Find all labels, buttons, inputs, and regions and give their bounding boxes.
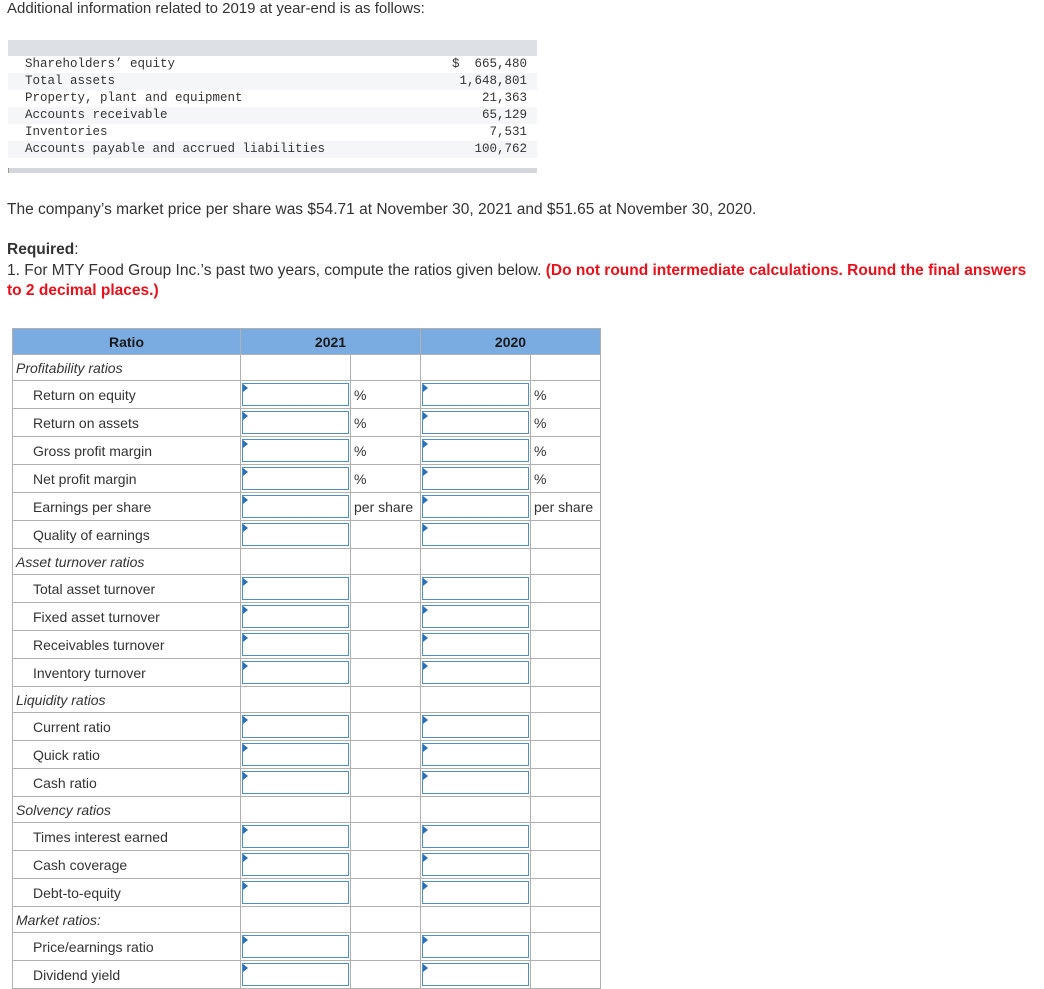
unit-label-2020 [531,933,601,961]
answer-input-2020[interactable] [422,853,529,876]
answer-cell-2021 [241,437,351,465]
ratio-label: Times interest earned [13,823,241,851]
empty-cell [241,907,351,933]
answer-cell-2021 [241,713,351,741]
unit-label-2020: % [531,381,601,409]
instruction-text [7,261,1037,301]
empty-cell [351,549,421,575]
ratio-label: Cash ratio [13,769,241,797]
answer-input-2021[interactable] [242,439,349,462]
answer-cell-2020 [421,575,531,603]
answer-cell-2020 [421,521,531,549]
answer-cell-2020 [421,603,531,631]
unit-label-2021 [351,879,421,907]
answer-input-2021[interactable] [242,383,349,406]
info-row [8,73,537,90]
answer-input-2020[interactable] [422,771,529,794]
answer-cell-2021 [241,961,351,989]
unit-label-2021 [351,961,421,989]
ratio-label: Total asset turnover [13,575,241,603]
ratio-table-header [13,329,601,355]
answer-input-2021[interactable] [242,523,349,546]
additional-info-table [8,40,537,173]
unit-label-2021 [351,823,421,851]
unit-label-2020 [531,603,601,631]
answer-input-2021[interactable] [242,715,349,738]
answer-cell-2020 [421,631,531,659]
answer-cell-2020 [421,879,531,907]
empty-cell [531,907,601,933]
answer-cell-2021 [241,769,351,797]
answer-cell-2021 [241,493,351,521]
info-row-label: Accounts receivable [25,108,168,122]
info-table-footer-bar [8,168,537,173]
answer-input-2020[interactable] [422,577,529,600]
empty-cell [241,797,351,823]
market-price-text: The company’s market price per share was $54.71 at November 30, 2021 and $51.65 at November 30, 2020. [7,201,757,218]
ratio-label: Fixed asset turnover [13,603,241,631]
info-row-value: 100,762 [474,142,527,156]
section-label: Asset turnover ratios [13,549,241,575]
answer-input-2021[interactable] [242,881,349,904]
unit-label-2020 [531,659,601,687]
ratio-answer-table [12,328,601,989]
header-ratio: Ratio [13,329,241,355]
unit-label-2020 [531,961,601,989]
answer-cell-2021 [241,381,351,409]
empty-cell [421,355,531,381]
required-label: Required [7,241,75,258]
section-label: Solvency ratios [13,797,241,823]
answer-cell-2021 [241,741,351,769]
unit-label-2020 [531,521,601,549]
info-row [8,56,537,73]
ratio-label: Quick ratio [13,741,241,769]
ratio-label: Return on assets [13,409,241,437]
answer-input-2020[interactable] [422,439,529,462]
answer-cell-2020 [421,713,531,741]
info-row-label: Shareholders’ equity [25,57,176,71]
section-row [13,797,601,823]
section-row [13,355,601,381]
intro-text: Additional information related to 2019 at year-end is as follows: [7,0,425,17]
ratio-row [13,465,601,493]
answer-cell-2021 [241,631,351,659]
ratio-label: Earnings per share [13,493,241,521]
answer-cell-2020 [421,933,531,961]
answer-input-2021[interactable] [242,605,349,628]
answer-cell-2020 [421,961,531,989]
answer-input-2021[interactable] [242,633,349,656]
ratio-label: Quality of earnings [13,521,241,549]
answer-input-2020[interactable] [422,825,529,848]
answer-cell-2021 [241,933,351,961]
ratio-row [13,879,601,907]
empty-cell [241,355,351,381]
ratio-row [13,851,601,879]
answer-input-2020[interactable] [422,881,529,904]
section-row [13,549,601,575]
ratio-row [13,493,601,521]
info-table-header-bar [8,40,537,56]
answer-input-2021[interactable] [242,577,349,600]
empty-cell [241,687,351,713]
ratio-row [13,769,601,797]
info-row-label: Accounts payable and accrued liabilities [25,142,326,156]
empty-cell [351,355,421,381]
ratio-row [13,437,601,465]
ratio-row [13,961,601,989]
answer-cell-2021 [241,465,351,493]
answer-cell-2020 [421,741,531,769]
answer-input-2020[interactable] [422,523,529,546]
empty-cell [351,797,421,823]
instruction-main: 1. For MTY Food Group Inc.’s past two years, compute the ratios given below. [7,262,542,279]
unit-label-2020: per share [531,493,601,521]
answer-input-2020[interactable] [422,743,529,766]
unit-label-2020 [531,851,601,879]
empty-cell [421,687,531,713]
empty-cell [421,549,531,575]
ratio-label: Gross profit margin [13,437,241,465]
unit-label-2021: % [351,409,421,437]
unit-label-2021 [351,575,421,603]
answer-input-2020[interactable] [422,605,529,628]
answer-input-2020[interactable] [422,661,529,684]
unit-label-2021: % [351,381,421,409]
unit-label-2021: per share [351,493,421,521]
info-row [8,124,537,141]
unit-label-2020 [531,879,601,907]
answer-input-2020[interactable] [422,383,529,406]
empty-cell [531,797,601,823]
info-row-label: Total assets [25,74,116,88]
unit-label-2020 [531,769,601,797]
answer-cell-2020 [421,437,531,465]
info-row-value: 21,363 [481,91,527,105]
ratio-row [13,741,601,769]
section-row [13,907,601,933]
answer-input-2020[interactable] [422,633,529,656]
answer-input-2020[interactable] [422,715,529,738]
answer-input-2021[interactable] [242,467,349,490]
section-row [13,687,601,713]
answer-cell-2021 [241,521,351,549]
answer-cell-2021 [241,409,351,437]
unit-label-2020: % [531,465,601,493]
info-row-value: 65,129 [481,108,527,122]
info-row [8,141,537,158]
unit-label-2021: % [351,437,421,465]
ratio-label: Net profit margin [13,465,241,493]
ratio-row [13,659,601,687]
ratio-label: Price/earnings ratio [13,933,241,961]
answer-cell-2020 [421,381,531,409]
info-row-value: 1,648,801 [459,74,527,88]
answer-input-2020[interactable] [422,495,529,518]
unit-label-2020: % [531,409,601,437]
answer-cell-2020 [421,851,531,879]
info-row-label: Inventories [25,125,108,139]
ratio-label: Receivables turnover [13,631,241,659]
answer-cell-2021 [241,879,351,907]
ratio-row [13,933,601,961]
empty-cell [241,549,351,575]
ratio-label: Cash coverage [13,851,241,879]
answer-input-2021[interactable] [242,495,349,518]
unit-label-2021 [351,769,421,797]
empty-cell [531,687,601,713]
empty-cell [531,355,601,381]
answer-cell-2020 [421,409,531,437]
unit-label-2020 [531,741,601,769]
ratio-label: Debt-to-equity [13,879,241,907]
required-colon: : [74,241,79,258]
ratio-row [13,713,601,741]
ratio-label: Dividend yield [13,961,241,989]
unit-label-2020 [531,823,601,851]
unit-label-2021 [351,741,421,769]
answer-cell-2021 [241,659,351,687]
unit-label-2021 [351,603,421,631]
unit-label-2021 [351,713,421,741]
unit-label-2020 [531,713,601,741]
unit-label-2021 [351,521,421,549]
info-row [8,107,537,124]
section-label: Liquidity ratios [13,687,241,713]
answer-input-2021[interactable] [242,825,349,848]
answer-input-2020[interactable] [422,467,529,490]
ratio-row [13,381,601,409]
answer-cell-2020 [421,493,531,521]
unit-label-2021 [351,659,421,687]
ratio-row [13,521,601,549]
answer-input-2021[interactable] [242,771,349,794]
answer-cell-2021 [241,603,351,631]
answer-input-2021[interactable] [242,853,349,876]
answer-cell-2020 [421,769,531,797]
required-heading [7,241,79,259]
answer-cell-2020 [421,659,531,687]
instruction-note: (Do not round intermediate calculations. Round the final answers to 2 decimal places.) [7,262,1027,299]
info-row-value: $ 665,480 [451,57,527,71]
ratio-row [13,575,601,603]
ratio-row [13,603,601,631]
empty-cell [351,907,421,933]
unit-label-2021 [351,851,421,879]
empty-cell [421,907,531,933]
unit-label-2021 [351,933,421,961]
unit-label-2020 [531,631,601,659]
empty-cell [531,549,601,575]
answer-input-2021[interactable] [242,661,349,684]
answer-cell-2021 [241,575,351,603]
answer-cell-2021 [241,851,351,879]
unit-label-2021: % [351,465,421,493]
info-row [8,90,537,107]
empty-cell [421,797,531,823]
ratio-label: Current ratio [13,713,241,741]
answer-input-2020[interactable] [422,935,529,958]
ratio-label: Return on equity [13,381,241,409]
empty-cell [351,687,421,713]
answer-input-2021[interactable] [242,411,349,434]
ratio-row [13,823,601,851]
unit-label-2020 [531,575,601,603]
answer-input-2020[interactable] [422,411,529,434]
answer-input-2020[interactable] [422,963,529,986]
section-label: Market ratios: [13,907,241,933]
info-row-label: Property, plant and equipment [25,91,243,105]
answer-input-2021[interactable] [242,743,349,766]
header-2020: 2020 [421,329,601,355]
info-row-value: 7,531 [489,125,527,139]
answer-cell-2021 [241,823,351,851]
header-2021: 2021 [241,329,421,355]
answer-cell-2020 [421,823,531,851]
unit-label-2021 [351,631,421,659]
answer-input-2021[interactable] [242,963,349,986]
answer-input-2021[interactable] [242,935,349,958]
ratio-label: Inventory turnover [13,659,241,687]
answer-cell-2020 [421,465,531,493]
ratio-row [13,409,601,437]
unit-label-2020: % [531,437,601,465]
section-label: Profitability ratios [13,355,241,381]
ratio-row [13,631,601,659]
